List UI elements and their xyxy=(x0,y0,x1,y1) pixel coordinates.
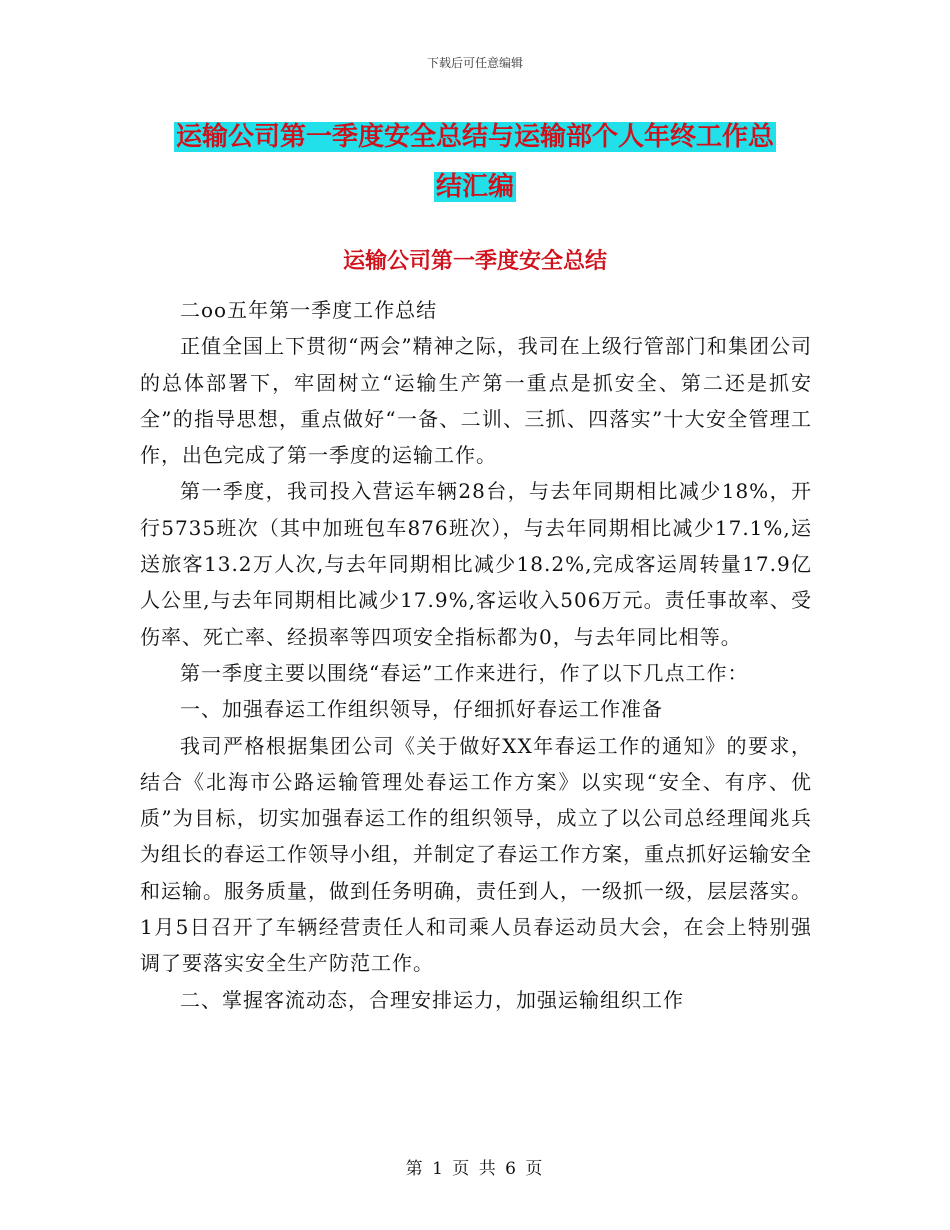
paragraph: 一、加强春运工作组织领导，仔细抓好春运工作准备 xyxy=(180,697,663,722)
section-title: 运输公司第一季度安全总结 xyxy=(342,249,607,274)
paragraph: 我司严格根据集团公司《关于做好XX年春运工作的通知》的要求，结合《北海市公路运输管理处春运工作方案》以实现“安全、有序、优质”为目标，切实加强春运工作的组织领导，成立了以公司总经理闻兆兵为组长的春运工作领导小组，并制定了春运工作方案，重点抓好运输安全和运输。服务质量，做到任务明确，责任到人，一级抓一级，层层落实。1月5日召开了车辆经营责任人和司乘人员春运动员大会，在会上特别强调了要落实安全生产防范工作。 xyxy=(140,733,812,976)
document-title-line-2: 结汇编 xyxy=(435,172,514,202)
document-body xyxy=(140,292,812,1018)
page-number: 第 1 页 共 6 页 xyxy=(405,1159,545,1179)
paragraph: 正值全国上下贯彻“两会”精神之际，我司在上级行管部门和集团公司的总体部署下，牢固树立“运输生产第一重点是抓安全、第二还是抓安全”的指导思想，重点做好“一备、二训、三抓、四落实”十大安全管理工作，出色完成了第一季度的运输工作。 xyxy=(140,334,812,468)
paragraph: 第一季度主要以围绕“春运”工作来进行，作了以下几点工作： xyxy=(180,660,749,685)
document-title xyxy=(0,112,950,212)
paragraph: 第一季度，我司投入营运车辆28台，与去年同期相比减少18%，开行5735班次（其中加班包车876班次），与去年同期相比减少17.1%,运送旅客13.2万人次,与去年同期相比减少18.2%,完成客运周转量17.9亿人公里,与去年同期相比减少17.9%,客运收入506万元。责任事故率、受伤率、死亡率、经损率等四项安全指标都为0，与去年同比相等。 xyxy=(140,479,812,649)
paragraph: 二、掌握客流动态，合理安排运力，加强运输组织工作 xyxy=(180,987,684,1012)
document-title-line-1: 运输公司第一季度安全总结与运输部个人年终工作总 xyxy=(175,122,774,152)
paragraph: 二oo五年第一季度工作总结 xyxy=(180,298,438,322)
header-note: 下载后可任意编辑 xyxy=(426,56,523,70)
